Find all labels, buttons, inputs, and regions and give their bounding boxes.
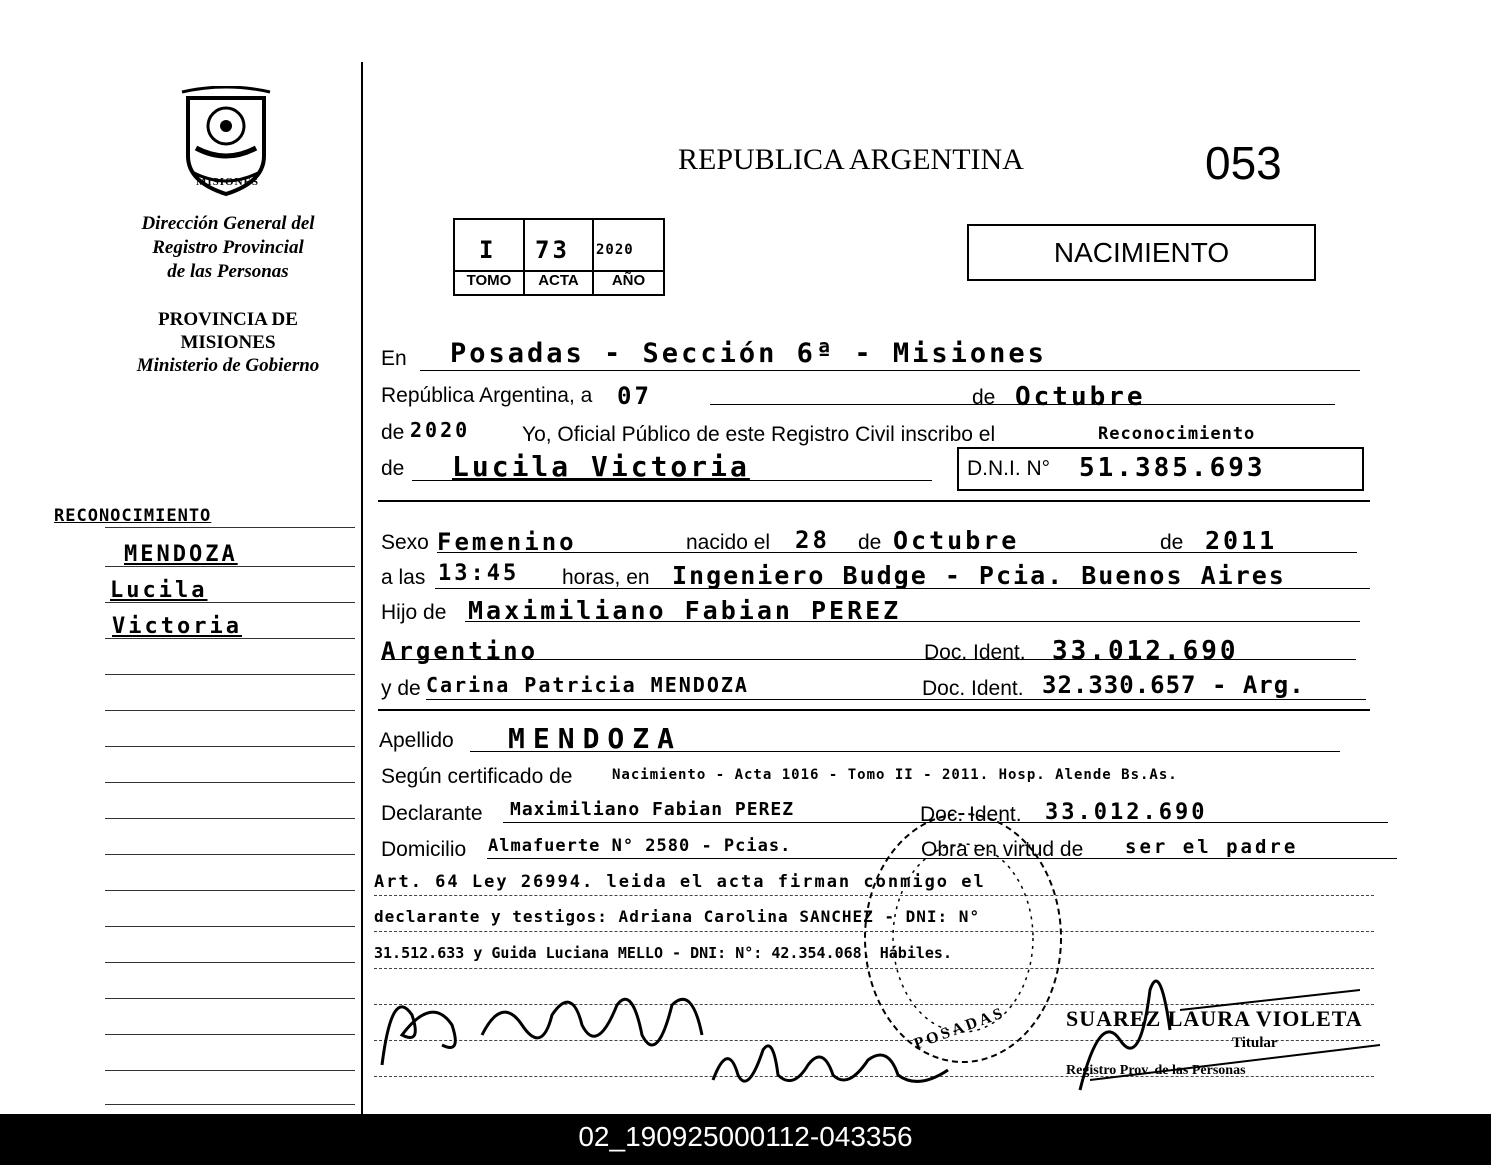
apellido-value: MENDOZA <box>508 722 683 755</box>
sexo-value: Femenino <box>437 528 577 556</box>
file-id-bar <box>0 1114 1491 1165</box>
father-value: Maximiliano Fabian PEREZ <box>468 596 902 625</box>
nat-line <box>381 659 1356 660</box>
birth-day-value: 28 <box>795 526 830 554</box>
country-title: REPUBLICA ARGENTINA <box>678 143 1024 176</box>
officer-registry: Registro Prov. de las Personas <box>1066 1063 1246 1078</box>
section-separator <box>378 500 1370 502</box>
issuer-department <box>110 212 346 284</box>
margin-rule <box>105 1104 355 1105</box>
margin-rule <box>105 890 355 891</box>
time-line <box>435 588 1370 589</box>
acta-label: ACTA <box>538 272 579 289</box>
domicilio-label: Domicilio <box>381 838 467 861</box>
father-doc-value: 33.012.690 <box>1052 636 1239 666</box>
birth-place-value: Ingeniero Budge - Pcia. Buenos Aires <box>672 561 1286 590</box>
page-number: 053 <box>1205 137 1282 189</box>
certificado-value: Nacimiento - Acta 1016 - Tomo II - 2011. Hosp. Alende Bs.As. <box>612 767 1178 783</box>
act-type-value: Reconocimiento <box>1098 424 1256 444</box>
margin-rule <box>105 527 355 528</box>
margin-rule <box>105 782 355 783</box>
name-line <box>412 480 932 481</box>
name-value: Lucila Victoria <box>452 450 750 483</box>
year-value: 2020 <box>410 418 471 442</box>
date-line <box>710 404 1335 405</box>
hijo-label: Hijo de <box>381 601 447 624</box>
margin-rule <box>105 710 355 711</box>
dni-box <box>957 447 1364 491</box>
province-line: MISIONES <box>180 332 276 353</box>
de4-label: de <box>1160 531 1184 554</box>
file-id: 02_190925000112-043356 <box>578 1121 913 1152</box>
margin-rule <box>105 818 355 819</box>
tomo-label: TOMO <box>466 272 512 289</box>
declarante-label: Declarante <box>381 802 483 825</box>
province-line: PROVINCIA DE <box>158 309 298 330</box>
margin-note-heading: RECONOCIMIENTO <box>54 506 212 526</box>
place-value: Posadas - Sección 6ª - Misiones <box>450 338 1047 369</box>
de3-label: de <box>858 531 882 554</box>
margin-rule <box>105 602 355 603</box>
registro-text: Yo, Oficial Público de este Registro Civil inscribo el <box>522 423 996 446</box>
issuer-line: de las Personas <box>167 261 289 282</box>
stamp-text: POSADAS <box>911 1004 1008 1053</box>
tomo-value: I <box>479 236 497 264</box>
officer-name: SUAREZ LAURA VIOLETA <box>1066 1006 1363 1031</box>
birth-year-value: 2011 <box>1205 526 1278 555</box>
notes-line-2: declarante y testigos: Adriana Carolina SANCHEZ - DNI: N° <box>374 907 981 926</box>
month-value: Octubre <box>1015 382 1146 412</box>
domicilio-value: Almafuerte N° 2580 - Pcias. <box>488 836 792 856</box>
margin-rule <box>105 854 355 855</box>
birth-month-value: Octubre <box>893 526 1020 555</box>
notes-line-3: 31.512.633 y Guida Luciana MELLO - DNI: N°: 42.354.068. Hábiles. <box>374 944 952 962</box>
horas-label: horas, en <box>562 566 650 589</box>
record-type: NACIMIENTO <box>1053 237 1230 268</box>
sexo-label: Sexo <box>381 531 429 554</box>
declarante-doc-value: 33.012.690 <box>1045 800 1208 825</box>
mother-value: Carina Patricia MENDOZA <box>426 673 749 697</box>
issuer-province <box>110 308 346 377</box>
segun-label: Según certificado de <box>381 765 573 788</box>
margin-note-line: MENDOZA <box>124 542 238 567</box>
father-line <box>465 621 1360 622</box>
ministry-line: Ministerio de Gobierno <box>136 355 320 376</box>
margin-rule <box>105 962 355 963</box>
record-type-box <box>967 224 1316 281</box>
doc3-label: Doc. Ident. <box>920 803 1022 826</box>
section-separator <box>378 709 1370 711</box>
a-las-label: a las <box>381 566 426 589</box>
margin-note-line: Victoria <box>112 614 242 639</box>
notes-line-1: Art. 64 Ley 26994. leida el acta firman conmigo el <box>374 872 986 892</box>
y-de-label: y de <box>381 677 421 700</box>
margin-note-line: Lucila <box>110 578 208 603</box>
margin-rule <box>105 926 355 927</box>
doc-label: Doc. Ident. <box>924 641 1026 664</box>
en-label: En <box>381 347 407 370</box>
ano-value: 2020 <box>596 242 634 258</box>
de-label: de <box>972 386 996 409</box>
issuer-line: Registro Provincial <box>152 237 304 258</box>
apellido-label: Apellido <box>379 729 454 752</box>
dni-value: 51.385.693 <box>1079 453 1266 483</box>
ano-label: AÑO <box>611 272 646 289</box>
day-value: 07 <box>617 382 652 410</box>
margin-rule <box>105 746 355 747</box>
margin-rule <box>105 1034 355 1035</box>
doc2-label: Doc. Ident. <box>922 677 1024 700</box>
nacido-label: nacido el <box>686 531 771 554</box>
de2-label: de <box>381 457 405 480</box>
issuer-line: Dirección General del <box>141 213 315 234</box>
mother-line <box>426 699 1366 700</box>
obra-value: ser el padre <box>1125 836 1299 858</box>
mother-doc-value: 32.330.657 - Arg. <box>1042 671 1305 699</box>
obra-label: Obra en virtud de <box>921 838 1084 861</box>
republic-label: República Argentina, a <box>381 384 593 407</box>
dni-label: D.N.I. N° <box>967 457 1051 480</box>
apellido-line <box>470 751 1340 752</box>
father-nat-value: Argentino <box>381 637 539 665</box>
margin-rule <box>105 566 355 567</box>
margin-rule <box>105 1070 355 1071</box>
year-prefix: de <box>381 421 405 444</box>
place-line <box>420 370 1360 371</box>
officer-title: Titular <box>1232 1035 1278 1051</box>
signature-declarante-icon <box>372 975 717 1085</box>
sexo-line <box>437 552 1357 553</box>
margin-rule <box>105 674 355 675</box>
birth-time-value: 13:45 <box>438 561 520 586</box>
seal-text: MISIONES <box>196 176 260 188</box>
page-divider <box>361 62 363 1115</box>
registry-box <box>453 218 665 296</box>
declarante-value: Maximiliano Fabian PEREZ <box>510 799 795 820</box>
acta-value: 73 <box>535 236 570 264</box>
margin-rule <box>105 638 355 639</box>
margin-rule <box>105 998 355 999</box>
